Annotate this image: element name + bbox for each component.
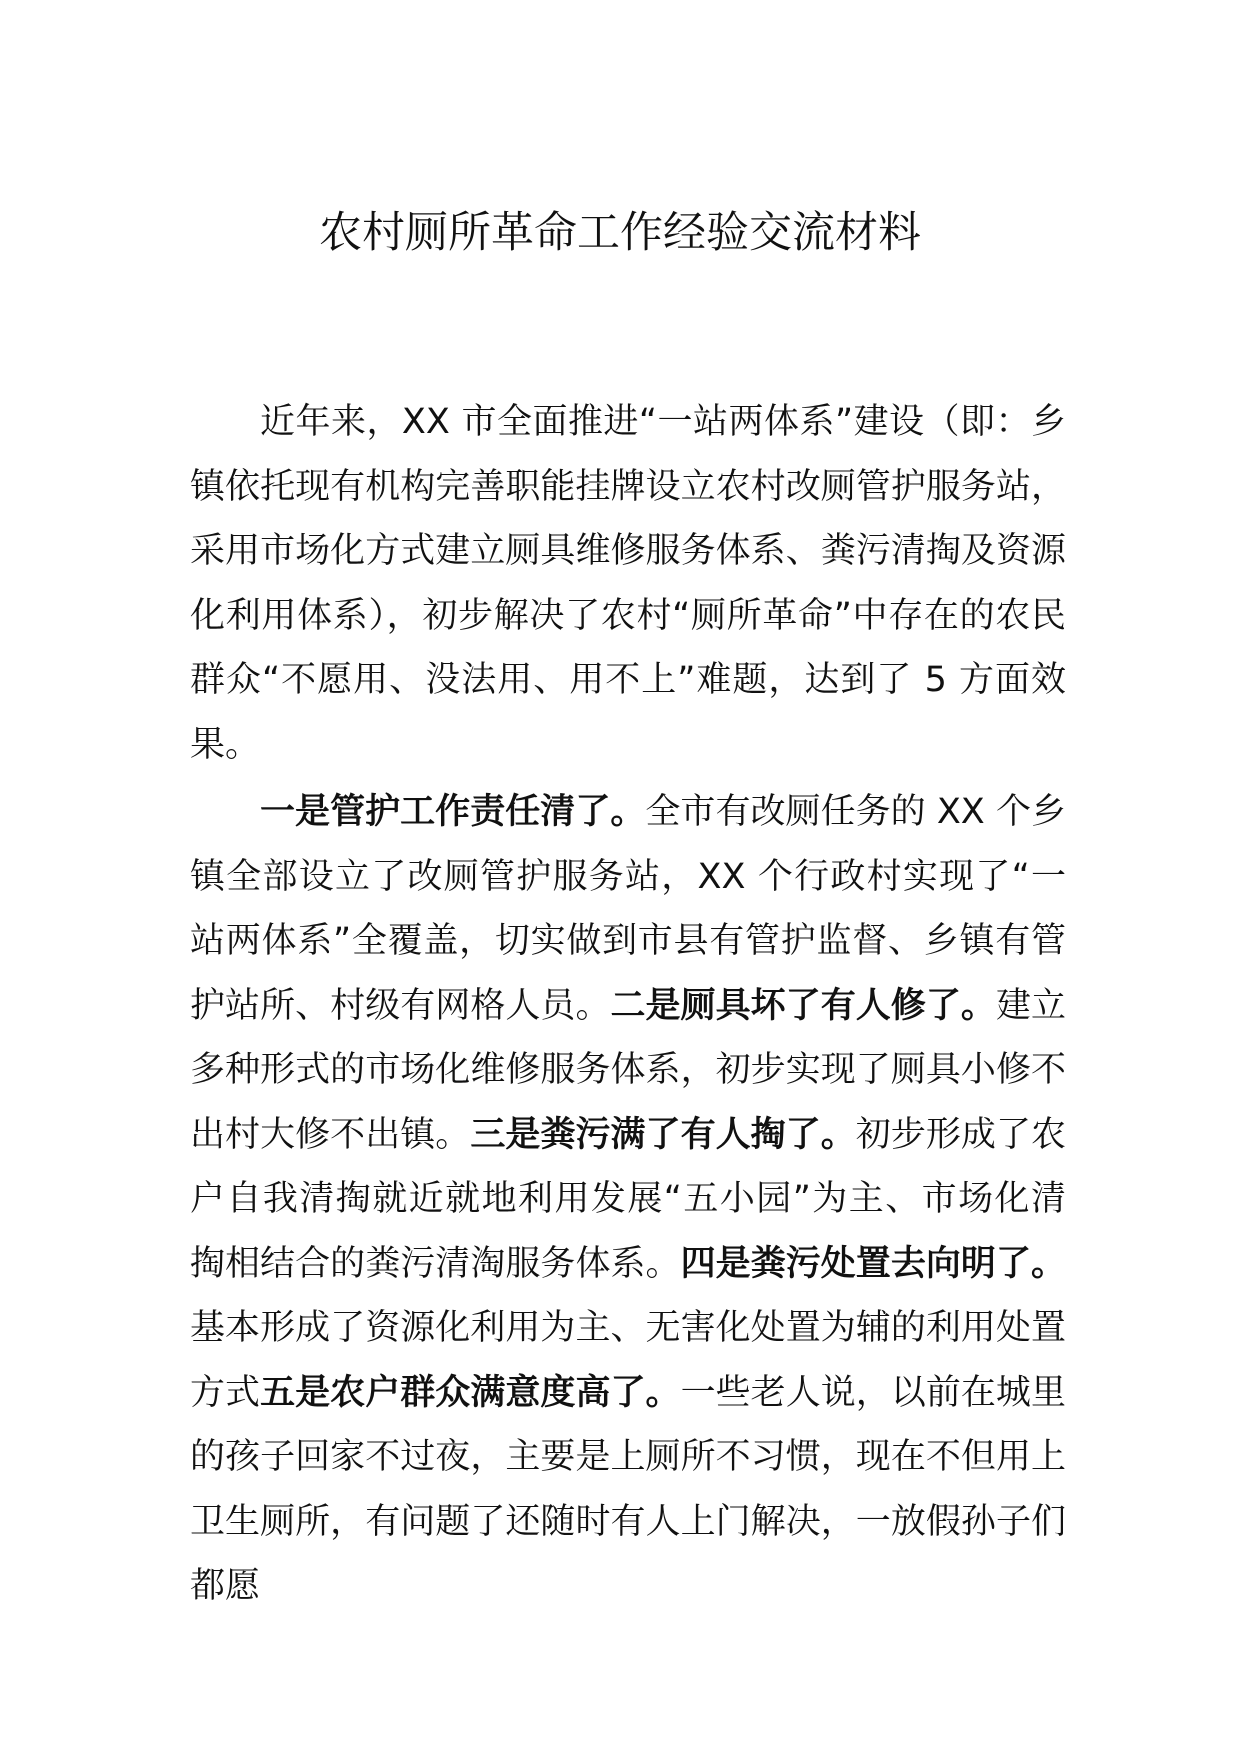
point-4-heading: 四是粪污处置去向明了。 <box>680 1243 1066 1284</box>
results-paragraph <box>190 780 1066 1619</box>
point-1-heading: 一是管护工作责任清了。 <box>260 792 646 832</box>
point-5-text: 一些老人说，以前在城里的孩子回家不过夜，主要是上厕所不习惯，现在不但用上卫生厕所，有问题了还随时有人上门解决，一放假孙子们都愿 <box>190 1372 1066 1606</box>
point-3-text: 初步形成了农户自我清掏就近就地利用发展“五小园”为主、市场化清掏相结合的粪污清淘服务体系。 <box>190 1114 1066 1284</box>
point-2-text: 建立多种形式的市场化维修服务体系，初步实现了厕具小修不出村大修不出镇。 <box>190 985 1066 1155</box>
point-3-heading: 三是粪污满了有人掏了。 <box>470 1114 856 1155</box>
point-1-text: 全市有改厕任务的 XX 个乡镇全部设立了改厕管护服务站，XX 个行政村实现了“一站两体系”全覆盖，切实做到市县有管护监督、乡镇有管护站所、村级有网格人员。 <box>190 792 1066 1026</box>
point-4-text: 基本形成了资源化利用为主、无害化处置为辅的利用处置方式 <box>190 1308 1066 1413</box>
point-2-heading: 二是厕具坏了有人修了。 <box>610 985 996 1026</box>
intro-paragraph <box>190 390 1066 777</box>
point-5-heading: 五是农户群众满意度高了。 <box>260 1372 681 1413</box>
document-title: 农村厕所革命工作经验交流材料 <box>319 208 921 258</box>
intro-text: 近年来，XX 市全面推进“一站两体系”建设（即：乡镇依托现有机构完善职能挂牌设立农村改厕管护服务站，采用市场化方式建立厕具维修服务体系、粪污清掏及资源化利用体系），初步解决了农村“厕所革命”中存在的农民群众“不愿用、没法用、用不上”难题，达到了 5 方面效果。 <box>190 402 1066 765</box>
